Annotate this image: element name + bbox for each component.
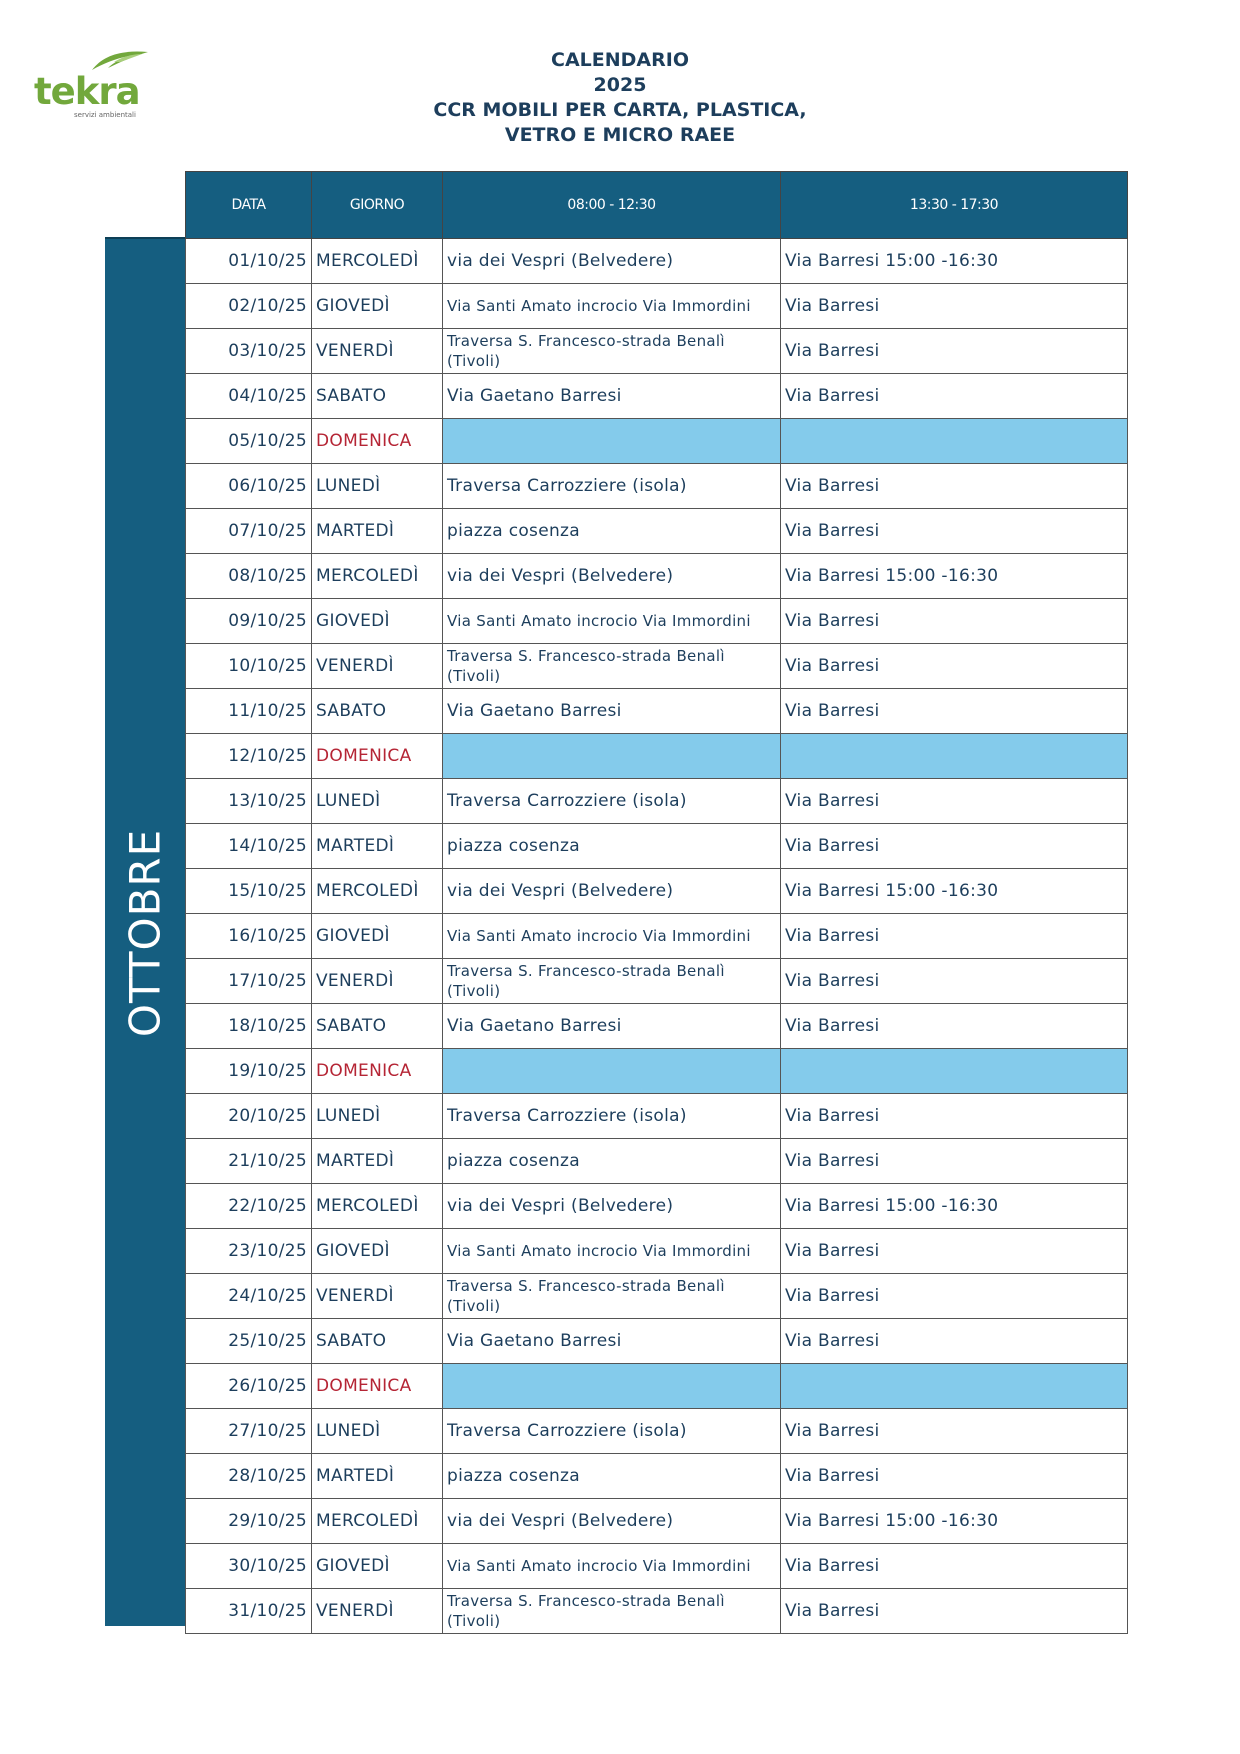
cell-day-text: LUNEDÌ [316, 791, 381, 811]
cell-morning [443, 689, 781, 734]
cell-morning-text: piazza cosenza [447, 521, 580, 541]
cell-afternoon-text: Via Barresi [785, 701, 880, 721]
cell-afternoon [781, 1544, 1128, 1589]
table-row [186, 1364, 1128, 1409]
cell-date-text: 26/10/25 [228, 1376, 307, 1396]
cell-date [186, 1499, 312, 1544]
cell-morning [443, 329, 781, 374]
table-row [186, 1004, 1128, 1049]
cell-afternoon [781, 1409, 1128, 1454]
cell-day-text: VENERDÌ [316, 971, 394, 991]
table-row [186, 1499, 1128, 1544]
cell-afternoon-text: Via Barresi [785, 1241, 880, 1261]
cell-date [186, 1049, 312, 1094]
cell-date [186, 1229, 312, 1274]
cell-date-text: 02/10/25 [228, 296, 307, 316]
table-row [186, 1409, 1128, 1454]
cell-day [312, 509, 443, 554]
cell-day-text: MERCOLEDÌ [316, 1511, 419, 1531]
cell-day [312, 959, 443, 1004]
cell-day-text: DOMENICA [316, 746, 412, 766]
cell-afternoon-text: Via Barresi [785, 611, 880, 631]
cell-day [312, 1049, 443, 1094]
cell-afternoon-text: Via Barresi [785, 341, 880, 361]
cell-morning-text: via dei Vespri (Belvedere) [447, 1196, 674, 1216]
cell-morning-text: Via Santi Amato incrocio Via Immordini [447, 1557, 751, 1575]
table-row [186, 284, 1128, 329]
cell-morning [443, 1589, 781, 1634]
cell-afternoon [781, 689, 1128, 734]
cell-afternoon [781, 869, 1128, 914]
cell-day-text: DOMENICA [316, 1061, 412, 1081]
table-row [186, 644, 1128, 689]
cell-date-text: 11/10/25 [228, 701, 307, 721]
cell-day-text: GIOVEDÌ [316, 1241, 390, 1261]
column-header-day: GIORNO [312, 172, 443, 239]
cell-day [312, 239, 443, 284]
cell-day-text: VENERDÌ [316, 656, 394, 676]
cell-day [312, 419, 443, 464]
table-row [186, 419, 1128, 464]
cell-date [186, 1184, 312, 1229]
cell-afternoon-text: Via Barresi [785, 656, 880, 676]
cell-morning [443, 824, 781, 869]
cell-date [186, 509, 312, 554]
title-line-1: CALENDARIO [551, 49, 689, 71]
cell-morning [443, 644, 781, 689]
cell-date-text: 21/10/25 [228, 1151, 307, 1171]
cell-date [186, 599, 312, 644]
cell-afternoon-text: Via Barresi [785, 521, 880, 541]
cell-date [186, 644, 312, 689]
cell-morning [443, 419, 781, 464]
table-body [186, 239, 1128, 1634]
table-row [186, 329, 1128, 374]
cell-morning-text: Traversa Carrozziere (isola) [447, 1106, 687, 1126]
cell-afternoon [781, 644, 1128, 689]
cell-day-text: LUNEDÌ [316, 1106, 381, 1126]
cell-day-text: SABATO [316, 1331, 387, 1351]
cell-afternoon-text: Via Barresi [785, 1556, 880, 1576]
cell-morning-text: Traversa Carrozziere (isola) [447, 1421, 687, 1441]
cell-day [312, 374, 443, 419]
cell-day-text: MERCOLEDÌ [316, 251, 419, 271]
cell-day [312, 1589, 443, 1634]
cell-day [312, 824, 443, 869]
logo-tagline: servizi ambientali [74, 111, 136, 119]
cell-morning-text: Via Gaetano Barresi [447, 1331, 622, 1351]
cell-day [312, 1229, 443, 1274]
cell-morning [443, 1229, 781, 1274]
cell-day [312, 734, 443, 779]
table-row [186, 689, 1128, 734]
company-logo [34, 44, 154, 124]
cell-afternoon-text: Via Barresi [785, 1106, 880, 1126]
cell-day [312, 329, 443, 374]
cell-morning-text: Traversa S. Francesco-strada Benalì (Tivoli) [447, 1592, 725, 1630]
table-row [186, 869, 1128, 914]
cell-date-text: 01/10/25 [228, 251, 307, 271]
cell-morning [443, 779, 781, 824]
table-row [186, 1544, 1128, 1589]
cell-morning [443, 1319, 781, 1364]
table-row [186, 374, 1128, 419]
cell-day-text: GIOVEDÌ [316, 1556, 390, 1576]
cell-date-text: 17/10/25 [228, 971, 307, 991]
cell-afternoon [781, 914, 1128, 959]
cell-day [312, 1184, 443, 1229]
cell-afternoon [781, 1454, 1128, 1499]
cell-afternoon-text: Via Barresi 15:00 -16:30 [785, 1511, 999, 1531]
logo-wordmark: tekra [34, 70, 140, 113]
cell-morning-text: piazza cosenza [447, 1466, 580, 1486]
cell-date-text: 25/10/25 [228, 1331, 307, 1351]
cell-date-text: 04/10/25 [228, 386, 307, 406]
document-title [400, 48, 840, 148]
cell-day [312, 1409, 443, 1454]
cell-morning-text: Traversa S. Francesco-strada Benalì (Tivoli) [447, 647, 725, 685]
cell-afternoon [781, 329, 1128, 374]
cell-date-text: 15/10/25 [228, 881, 307, 901]
column-header-morning: 08:00 - 12:30 [443, 172, 781, 239]
cell-morning [443, 464, 781, 509]
cell-date [186, 1589, 312, 1634]
cell-date [186, 779, 312, 824]
cell-day-text: MARTEDÌ [316, 1466, 395, 1486]
cell-afternoon-text: Via Barresi [785, 926, 880, 946]
cell-afternoon-text: Via Barresi [785, 1016, 880, 1036]
cell-morning [443, 374, 781, 419]
cell-date [186, 1004, 312, 1049]
cell-morning [443, 1544, 781, 1589]
cell-morning-text: Traversa Carrozziere (isola) [447, 476, 687, 496]
cell-afternoon [781, 1319, 1128, 1364]
cell-morning [443, 1094, 781, 1139]
cell-date-text: 29/10/25 [228, 1511, 307, 1531]
cell-day [312, 869, 443, 914]
table-row [186, 1274, 1128, 1319]
cell-date-text: 13/10/25 [228, 791, 307, 811]
cell-afternoon [781, 1049, 1128, 1094]
cell-day-text: MARTEDÌ [316, 1151, 395, 1171]
cell-afternoon [781, 464, 1128, 509]
cell-date-text: 22/10/25 [228, 1196, 307, 1216]
table-row [186, 1319, 1128, 1364]
cell-day [312, 1274, 443, 1319]
cell-date-text: 20/10/25 [228, 1106, 307, 1126]
cell-morning-text: Via Santi Amato incrocio Via Immordini [447, 1242, 751, 1260]
cell-date-text: 31/10/25 [228, 1601, 307, 1621]
cell-day-text: SABATO [316, 701, 387, 721]
cell-morning-text: Via Santi Amato incrocio Via Immordini [447, 297, 751, 315]
cell-date-text: 27/10/25 [228, 1421, 307, 1441]
cell-morning [443, 1139, 781, 1184]
cell-day-text: MERCOLEDÌ [316, 1196, 419, 1216]
cell-afternoon [781, 824, 1128, 869]
cell-date [186, 914, 312, 959]
cell-day-text: SABATO [316, 386, 387, 406]
cell-date-text: 03/10/25 [228, 341, 307, 361]
cell-afternoon [781, 1229, 1128, 1274]
cell-date-text: 12/10/25 [228, 746, 307, 766]
cell-date [186, 419, 312, 464]
table-row [186, 734, 1128, 779]
cell-date [186, 1454, 312, 1499]
cell-afternoon [781, 599, 1128, 644]
cell-date [186, 329, 312, 374]
cell-date [186, 239, 312, 284]
cell-day [312, 644, 443, 689]
cell-morning [443, 1049, 781, 1094]
cell-morning [443, 1364, 781, 1409]
cell-day-text: SABATO [316, 1016, 387, 1036]
cell-day-text: GIOVEDÌ [316, 926, 390, 946]
cell-day-text: MERCOLEDÌ [316, 566, 419, 586]
cell-afternoon [781, 1094, 1128, 1139]
cell-date [186, 1139, 312, 1184]
cell-day [312, 1499, 443, 1544]
cell-day [312, 284, 443, 329]
cell-afternoon [781, 1139, 1128, 1184]
cell-morning [443, 509, 781, 554]
cell-afternoon [781, 284, 1128, 329]
cell-day-text: VENERDÌ [316, 1601, 394, 1621]
cell-morning [443, 239, 781, 284]
cell-date-text: 24/10/25 [228, 1286, 307, 1306]
cell-morning-text: Via Santi Amato incrocio Via Immordini [447, 612, 751, 630]
cell-date [186, 734, 312, 779]
table-row [186, 1454, 1128, 1499]
cell-morning-text: via dei Vespri (Belvedere) [447, 881, 674, 901]
cell-afternoon [781, 509, 1128, 554]
cell-date [186, 869, 312, 914]
cell-afternoon [781, 734, 1128, 779]
cell-afternoon [781, 959, 1128, 1004]
cell-afternoon-text: Via Barresi [785, 1331, 880, 1351]
cell-date [186, 554, 312, 599]
cell-afternoon [781, 239, 1128, 284]
cell-morning-text: Traversa S. Francesco-strada Benalì (Tivoli) [447, 962, 725, 1000]
cell-morning [443, 959, 781, 1004]
cell-afternoon-text: Via Barresi [785, 1421, 880, 1441]
table-row [186, 959, 1128, 1004]
cell-date [186, 1364, 312, 1409]
column-header-afternoon: 13:30 - 17:30 [781, 172, 1128, 239]
cell-day-text: GIOVEDÌ [316, 611, 390, 631]
cell-afternoon [781, 419, 1128, 464]
cell-afternoon-text: Via Barresi [785, 296, 880, 316]
table-row [186, 914, 1128, 959]
cell-afternoon-text: Via Barresi [785, 791, 880, 811]
table-row [186, 1139, 1128, 1184]
month-label: OTTOBRE [120, 828, 170, 1037]
cell-afternoon [781, 1499, 1128, 1544]
cell-date-text: 16/10/25 [228, 926, 307, 946]
cell-day [312, 1319, 443, 1364]
cell-afternoon-text: Via Barresi [785, 1466, 880, 1486]
cell-afternoon-text: Via Barresi 15:00 -16:30 [785, 1196, 999, 1216]
cell-day-text: GIOVEDÌ [316, 296, 390, 316]
cell-day [312, 1544, 443, 1589]
cell-morning-text: piazza cosenza [447, 1151, 580, 1171]
cell-day-text: MERCOLEDÌ [316, 881, 419, 901]
month-band [105, 237, 185, 1626]
cell-afternoon [781, 1589, 1128, 1634]
cell-date-text: 19/10/25 [228, 1061, 307, 1081]
cell-afternoon [781, 1184, 1128, 1229]
table-row [186, 554, 1128, 599]
cell-morning-text: piazza cosenza [447, 836, 580, 856]
cell-afternoon [781, 554, 1128, 599]
cell-day [312, 554, 443, 599]
cell-day-text: DOMENICA [316, 431, 412, 451]
table-row [186, 1049, 1128, 1094]
cell-afternoon-text: Via Barresi [785, 476, 880, 496]
cell-morning [443, 1274, 781, 1319]
cell-morning [443, 1409, 781, 1454]
cell-day [312, 599, 443, 644]
table-row [186, 824, 1128, 869]
cell-date [186, 1319, 312, 1364]
table-header-row [186, 172, 1128, 239]
cell-day-text: LUNEDÌ [316, 1421, 381, 1441]
cell-morning-text: Traversa S. Francesco-strada Benalì (Tivoli) [447, 332, 725, 370]
cell-morning-text: Via Gaetano Barresi [447, 1016, 622, 1036]
cell-morning-text: Via Gaetano Barresi [447, 386, 622, 406]
cell-morning [443, 1499, 781, 1544]
cell-date [186, 959, 312, 1004]
cell-day-text: DOMENICA [316, 1376, 412, 1396]
cell-day [312, 1364, 443, 1409]
cell-day-text: VENERDÌ [316, 1286, 394, 1306]
cell-morning [443, 869, 781, 914]
cell-date [186, 1409, 312, 1454]
cell-day [312, 1004, 443, 1049]
cell-day [312, 779, 443, 824]
table-row [186, 779, 1128, 824]
cell-day [312, 914, 443, 959]
table-row [186, 1094, 1128, 1139]
cell-date [186, 1544, 312, 1589]
cell-day [312, 1094, 443, 1139]
title-line-3: CCR MOBILI PER CARTA, PLASTICA, [433, 99, 807, 121]
cell-date-text: 28/10/25 [228, 1466, 307, 1486]
title-line-2: 2025 [593, 74, 647, 96]
cell-day [312, 464, 443, 509]
cell-morning [443, 1184, 781, 1229]
cell-date [186, 824, 312, 869]
cell-date [186, 374, 312, 419]
cell-day [312, 689, 443, 734]
cell-date-text: 09/10/25 [228, 611, 307, 631]
cell-day-text: MARTEDÌ [316, 836, 395, 856]
cell-afternoon-text: Via Barresi [785, 386, 880, 406]
cell-afternoon-text: Via Barresi [785, 971, 880, 991]
table-row [186, 599, 1128, 644]
cell-date [186, 689, 312, 734]
cell-afternoon [781, 374, 1128, 419]
cell-afternoon-text: Via Barresi [785, 1601, 880, 1621]
cell-date-text: 05/10/25 [228, 431, 307, 451]
cell-morning-text: Traversa S. Francesco-strada Benalì (Tivoli) [447, 1277, 725, 1315]
schedule-table [185, 171, 1128, 1634]
cell-morning [443, 554, 781, 599]
cell-morning-text: Traversa Carrozziere (isola) [447, 791, 687, 811]
cell-morning [443, 734, 781, 779]
cell-morning [443, 1454, 781, 1499]
cell-date [186, 464, 312, 509]
cell-date [186, 1094, 312, 1139]
cell-morning [443, 914, 781, 959]
cell-day-text: MARTEDÌ [316, 521, 395, 541]
cell-day [312, 1454, 443, 1499]
cell-afternoon-text: Via Barresi [785, 836, 880, 856]
cell-afternoon-text: Via Barresi [785, 1151, 880, 1171]
table-row [186, 1184, 1128, 1229]
cell-morning-text: via dei Vespri (Belvedere) [447, 566, 674, 586]
table-row [186, 1229, 1128, 1274]
cell-date-text: 06/10/25 [228, 476, 307, 496]
cell-day-text: LUNEDÌ [316, 476, 381, 496]
table-row [186, 464, 1128, 509]
cell-morning-text: via dei Vespri (Belvedere) [447, 251, 674, 271]
cell-date-text: 10/10/25 [228, 656, 307, 676]
cell-afternoon [781, 1004, 1128, 1049]
cell-date-text: 07/10/25 [228, 521, 307, 541]
table-row [186, 239, 1128, 284]
cell-morning-text: Via Santi Amato incrocio Via Immordini [447, 927, 751, 945]
cell-day-text: VENERDÌ [316, 341, 394, 361]
cell-date-text: 08/10/25 [228, 566, 307, 586]
cell-afternoon-text: Via Barresi 15:00 -16:30 [785, 566, 999, 586]
cell-morning [443, 599, 781, 644]
cell-day [312, 1139, 443, 1184]
cell-afternoon [781, 1274, 1128, 1319]
cell-morning-text: via dei Vespri (Belvedere) [447, 1511, 674, 1531]
cell-date-text: 18/10/25 [228, 1016, 307, 1036]
cell-morning [443, 1004, 781, 1049]
table-row [186, 509, 1128, 554]
cell-date [186, 1274, 312, 1319]
cell-date-text: 23/10/25 [228, 1241, 307, 1261]
cell-afternoon [781, 1364, 1128, 1409]
cell-date [186, 284, 312, 329]
column-header-date: DATA [186, 172, 312, 239]
cell-afternoon-text: Via Barresi 15:00 -16:30 [785, 251, 999, 271]
cell-morning-text: Via Gaetano Barresi [447, 701, 622, 721]
cell-afternoon-text: Via Barresi 15:00 -16:30 [785, 881, 999, 901]
cell-morning [443, 284, 781, 329]
cell-afternoon [781, 779, 1128, 824]
cell-date-text: 30/10/25 [228, 1556, 307, 1576]
title-line-4: VETRO E MICRO RAEE [504, 124, 736, 146]
table-row [186, 1589, 1128, 1634]
cell-afternoon-text: Via Barresi [785, 1286, 880, 1306]
cell-date-text: 14/10/25 [228, 836, 307, 856]
